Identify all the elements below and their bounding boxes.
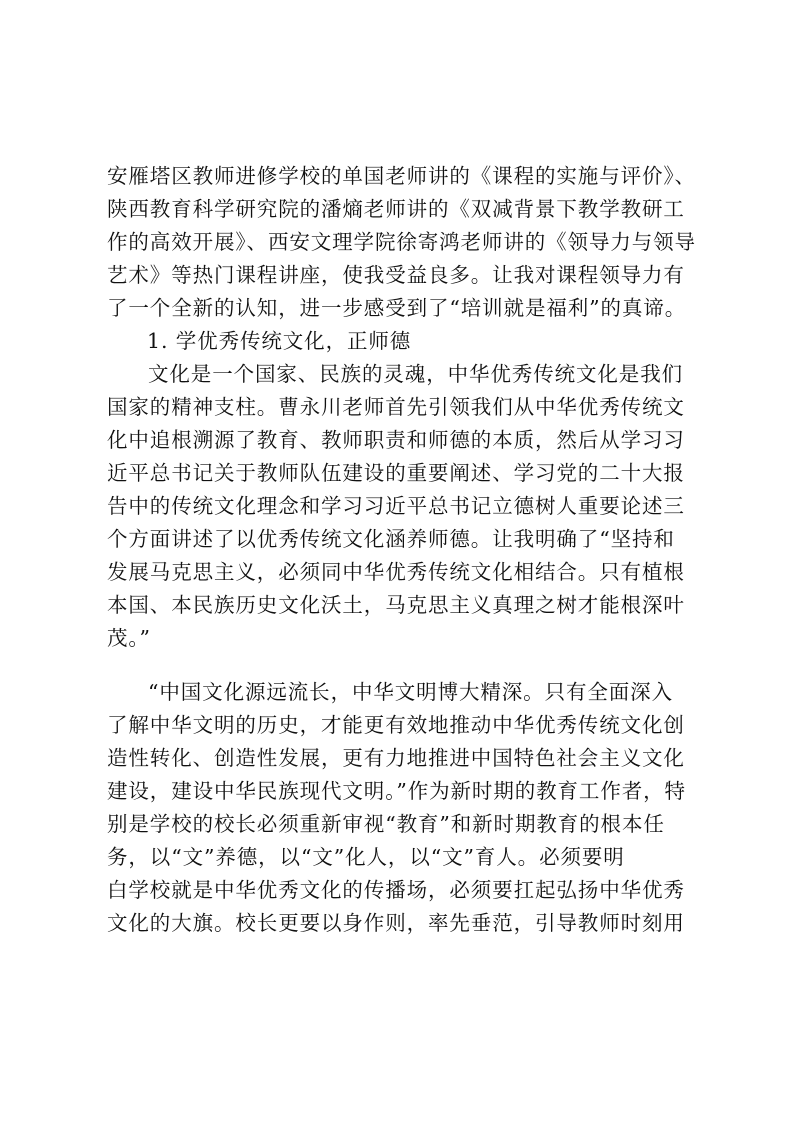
body-line: 告中的传统文化理念和学习习近平总书记立德树人重要论述三 — [107, 494, 685, 518]
body-line: 本国、本民族历史文化沃土，马克思主义真理之树才能根深叶 — [107, 593, 685, 617]
body-line: 文化的大旗。校长更要以身作则，率先垂范，引导教师时刻用 — [107, 911, 685, 935]
body-line: 务，以“文”养德，以“文”化人，以“文”育人。必须要明 — [107, 845, 625, 869]
body-line: 发展马克思主义，必须同中华优秀传统文化相结合。只有植根 — [107, 560, 685, 584]
body-line: 了解中华文明的历史，才能更有效地推动中华优秀传统文化创 — [107, 713, 685, 737]
body-line: 近平总书记关于教师队伍建设的重要阐述、学习党的二十大报 — [107, 461, 685, 485]
body-line: 造性转化、创造性发展，更有力地推进中国特色社会主义文化 — [107, 746, 685, 770]
body-line: 了一个全新的认知，进一步感受到了“培训就是福利”的真谛。 — [107, 296, 687, 320]
body-line: 化中追根溯源了教育、教师职责和师德的本质，然后从学习习 — [107, 428, 685, 452]
section-heading: 1. 学优秀传统文化，正师德 — [147, 329, 412, 353]
body-line: 建设，建设中华民族现代文明。”作为新时期的教育工作者，特 — [107, 779, 686, 803]
body-line: 茂。” — [107, 626, 151, 650]
body-line: 白学校就是中华优秀文化的传播场，必须要扛起弘扬中华优秀 — [107, 878, 685, 902]
body-line: 个方面讲述了以优秀传统文化涵养师德。让我明确了“坚持和 — [107, 527, 675, 551]
body-line: 安雁塔区教师进修学校的单国老师讲的《课程的实施与评价》、 — [107, 164, 696, 188]
body-line: 国家的精神支柱。曹永川老师首先引领我们从中华优秀传统文 — [107, 395, 685, 419]
body-line: 作的高效开展》、西安文理学院徐寄鸿老师讲的《领导力与领导 — [107, 230, 696, 254]
body-line: 别是学校的校长必须重新审视“教育”和新时期教育的根本任 — [107, 812, 665, 836]
body-line: 艺术》等热门课程讲座，使我受益良多。让我对课程领导力有 — [107, 263, 685, 287]
body-line: 陕西教育科学研究院的潘熵老师讲的《双减背景下教学教研工 — [107, 197, 685, 221]
body-line: “中国文化源远流长，中华文明博大精深。只有全面深入 — [148, 680, 673, 704]
body-line: 文化是一个国家、民族的灵魂，中华优秀传统文化是我们 — [148, 362, 683, 386]
